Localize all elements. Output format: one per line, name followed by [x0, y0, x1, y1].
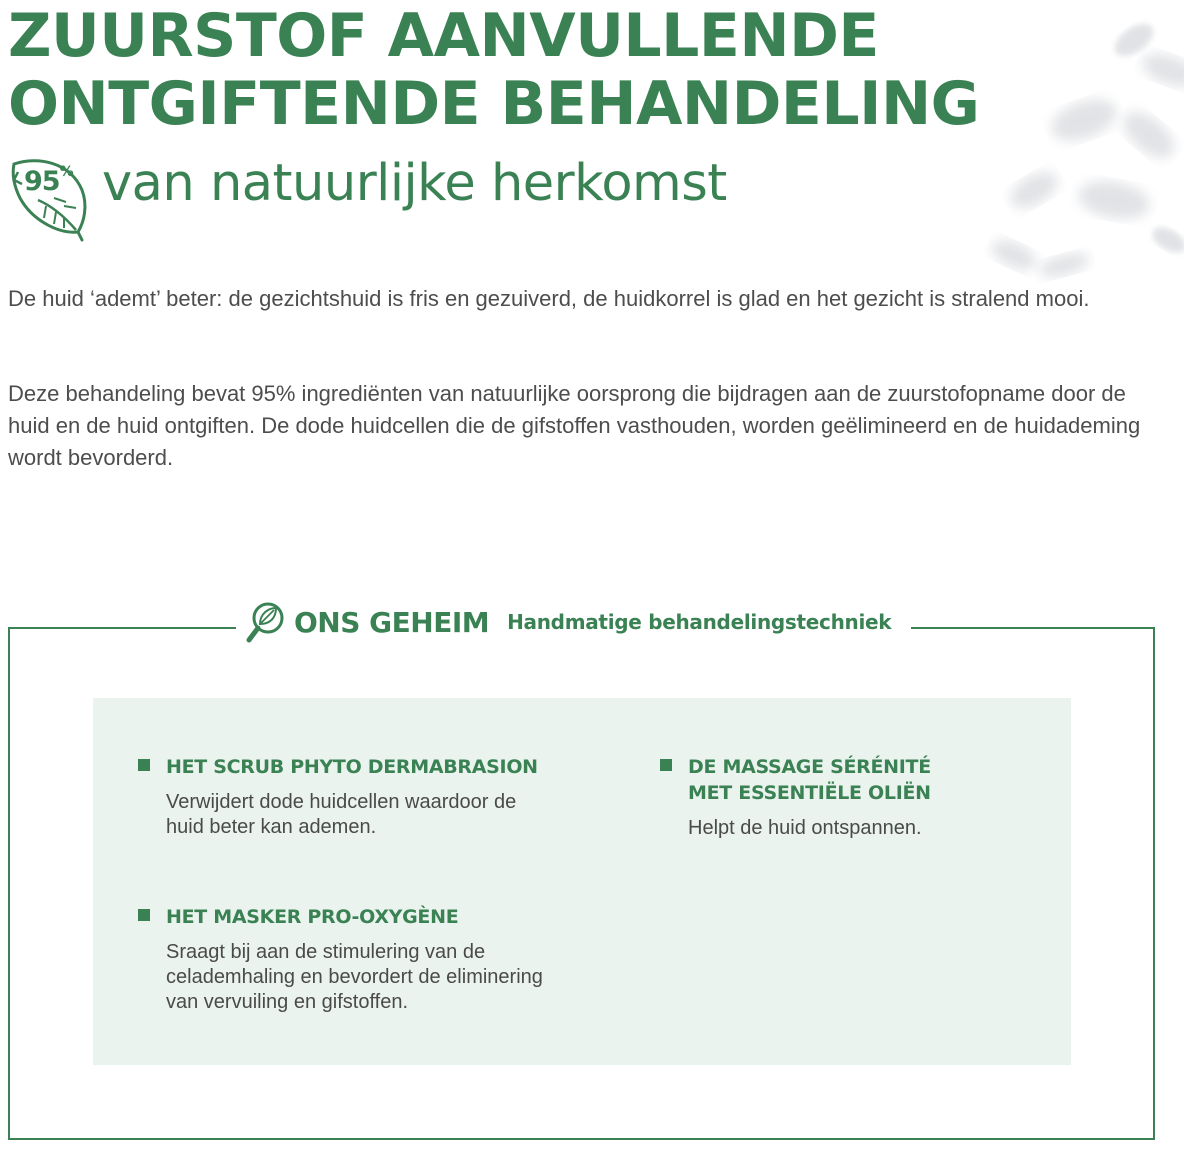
intro-paragraph-1: De huid ‘ademt’ beter: de gezichtshuid is fris en gezuiverd, de huidkorrel is glad en het gezicht is stralend mooi.: [8, 286, 1090, 311]
treatment-step-title: HET MASKER PRO-OXYGÈNE: [166, 906, 459, 928]
treatment-step-description: Sraagt bij aan de stimulering van de celademhaling en bevordert de eliminering van vervuiling en gifstoffen.: [166, 941, 543, 1013]
treatment-step: [660, 754, 1040, 841]
square-bullet-icon: [138, 759, 150, 771]
treatment-step-title: DE MASSAGE SÉRÉNITÉ MET ESSENTIËLE OLIËN: [688, 756, 931, 804]
page-title-line-1: ZUURSTOF AANVULLENDE: [8, 1, 879, 71]
square-bullet-icon: [138, 909, 150, 921]
secret-section-heading: [236, 594, 911, 650]
leaf-magnifier-icon: [244, 598, 286, 646]
page-title-line-2: ONTGIFTENDE BEHANDELING: [8, 69, 980, 139]
natural-origin-text: van natuurlijke herkomst: [102, 154, 727, 213]
treatment-step: [138, 904, 558, 1015]
natural-percentage-value: 95%: [24, 164, 73, 197]
natural-percentage-badge: [8, 150, 92, 242]
treatment-step: [138, 754, 558, 840]
page-title: [8, 2, 979, 138]
natural-origin-claim: [8, 150, 727, 246]
secret-title: ONS GEHEIM: [294, 605, 490, 639]
treatment-step-description: Verwijdert dode huidcellen waardoor de huid beter kan ademen.: [166, 791, 517, 838]
treatment-step-title: HET SCRUB PHYTO DERMABRASION: [166, 756, 538, 778]
treatment-step-description: Helpt de huid ontspannen.: [688, 817, 922, 839]
intro-paragraph-2: Deze behandeling bevat 95% ingrediënten van natuurlijke oorsprong die bijdragen aan de zuurstofopname door de huid en de huid ontgiften. De dode huidcellen die de gifstoffen vasthouden, worden geëlimineerd en de huidademing wordt bevorderd.: [8, 381, 1141, 470]
treatment-steps-panel: [93, 698, 1071, 1065]
square-bullet-icon: [660, 759, 672, 771]
secret-subtitle: Handmatige behandelingstechniek: [507, 610, 892, 634]
